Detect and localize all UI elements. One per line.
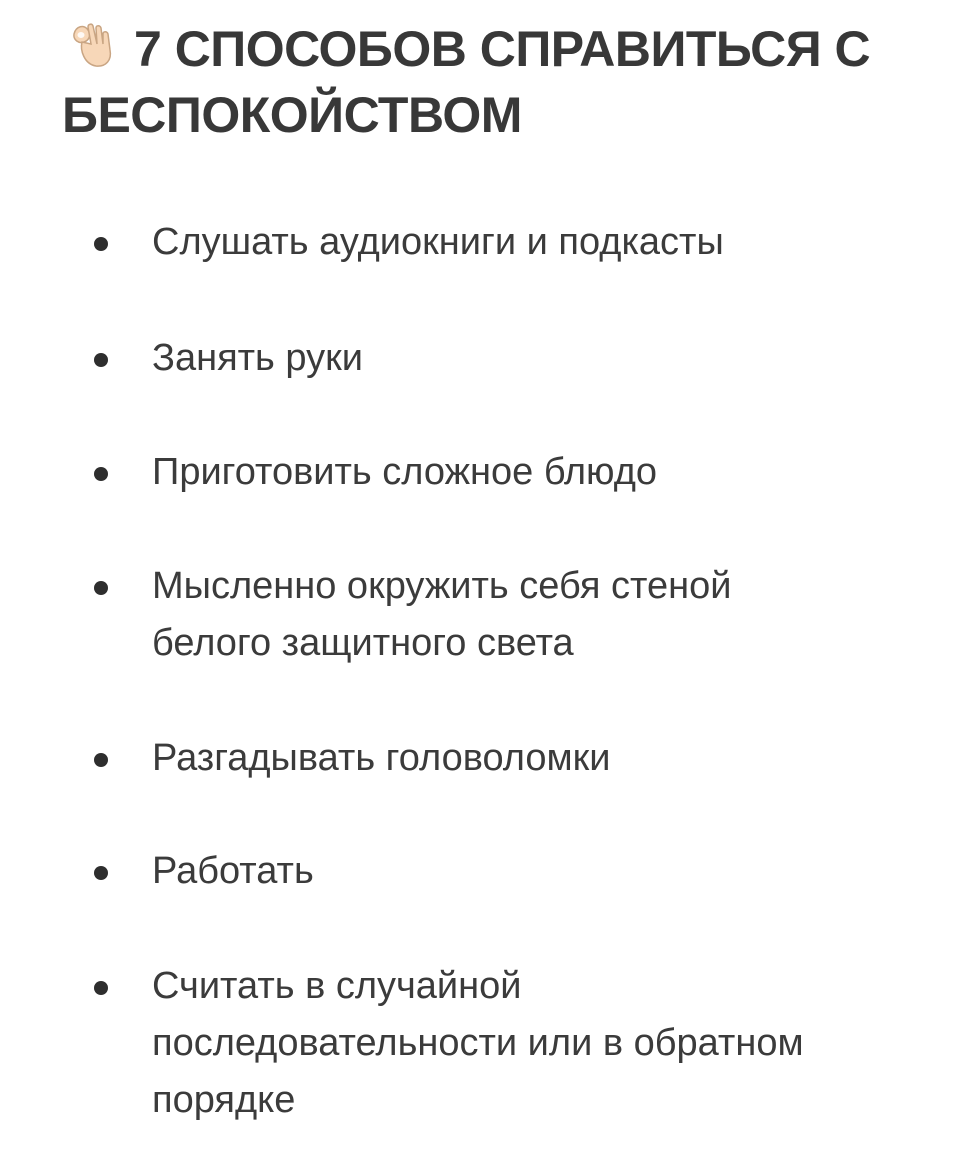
bullet — [94, 467, 108, 481]
list-item-text: Работать — [152, 850, 314, 892]
list-item — [152, 730, 912, 787]
ok-hand-emoji-icon — [62, 20, 122, 72]
list-item-text: Считать в случайной последовательности или в обратном порядке — [152, 965, 804, 1121]
list-item-text: Занять руки — [152, 337, 363, 379]
bullet — [94, 581, 108, 595]
list-item — [152, 214, 912, 271]
list-item — [152, 444, 912, 501]
page-title — [62, 16, 942, 148]
bullet — [94, 753, 108, 767]
list-item — [152, 958, 872, 1129]
list-item-text: Приготовить сложное блюдо — [152, 451, 658, 493]
list-item — [152, 843, 912, 900]
title-text: 7 СПОСОБОВ СПРАВИТЬСЯ С БЕСПОКОЙСТВОМ — [62, 21, 871, 143]
bullet — [94, 981, 108, 995]
bullet — [94, 866, 108, 880]
list-item-text: Слушать аудиокниги и подкасты — [152, 221, 724, 263]
list-item — [152, 330, 912, 387]
bullet — [94, 237, 108, 251]
list-item — [152, 558, 832, 672]
list-item-text: Мысленно окружить себя стеной белого защитного света — [152, 565, 732, 664]
bullet — [94, 353, 108, 367]
list-item-text: Разгадывать головоломки — [152, 737, 611, 779]
